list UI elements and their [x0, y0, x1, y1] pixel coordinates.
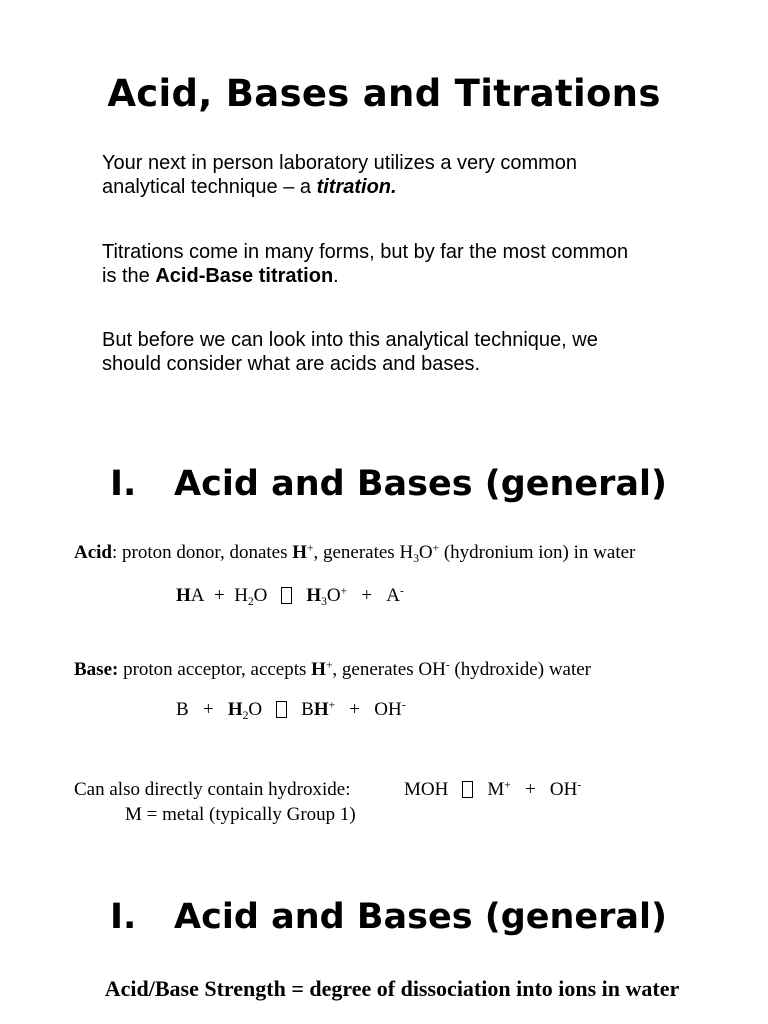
eq-plus: +: [214, 585, 225, 606]
eq-plus-2: +: [361, 585, 373, 606]
acid-sub3: 3: [413, 552, 419, 565]
intro-p2-line2-pre: is the: [102, 265, 156, 287]
intro-p1-line1: Your next in person laboratory utilizes a very common: [102, 152, 578, 174]
reaction-arrow-icon: [281, 587, 292, 604]
eq-water-o: O: [253, 585, 268, 606]
base-label: Base:: [74, 659, 119, 680]
eq-hydronium-o: O: [326, 585, 341, 606]
eq-moh-plus: +: [524, 779, 536, 800]
acid-h-plus: +: [307, 542, 314, 555]
base-definition: [74, 658, 591, 682]
base-text-2: , generates OH: [332, 659, 446, 680]
eq-metal: M: [487, 779, 505, 800]
eq-hydronium-h: H: [306, 585, 322, 606]
acid-text-2: , generates H: [313, 542, 414, 563]
eq-conj-acid-plus: +: [328, 699, 336, 712]
base-h-plus: +: [325, 659, 333, 672]
section-number: I.: [110, 464, 137, 504]
eq-moh: MOH: [404, 779, 449, 800]
acid-label: Acid: [74, 542, 112, 563]
acid-o: O: [418, 542, 433, 563]
intro-paragraph-3: [102, 328, 598, 376]
base-text-3: (hydroxide) water: [449, 659, 592, 680]
reaction-arrow-icon: [276, 701, 287, 718]
base-text-1: proton acceptor, accepts: [118, 659, 312, 680]
eq-a: A: [190, 585, 205, 606]
metal-note: M = metal (typically Group 1): [125, 804, 356, 825]
eq-hydroxide-minus: -: [401, 699, 406, 712]
eq-moh-hydroxide-minus: -: [577, 779, 582, 792]
acid-equation: [176, 584, 404, 608]
eq-base-plus: +: [202, 699, 214, 720]
eq-base-water-h: H: [227, 699, 243, 720]
intro-paragraph-2: [102, 240, 628, 288]
eq-conj-acid-b: B: [301, 699, 314, 720]
intro-paragraph-1: [102, 151, 577, 199]
acid-definition: [74, 541, 635, 565]
section-title: Acid and Bases (general): [174, 464, 668, 504]
eq-anion: A: [386, 585, 401, 606]
eq-base-b: B: [176, 699, 189, 720]
hydroxide-text: Can also directly contain hydroxide:: [74, 779, 351, 800]
eq-water-h: H: [234, 585, 248, 606]
section-title: Acid and Bases (general): [174, 897, 668, 937]
intro-p3-line1: But before we can look into this analytical technique, we: [102, 329, 598, 351]
eq-h: H: [176, 585, 191, 606]
intro-p1-line2-text: analytical technique – a: [102, 176, 317, 198]
reaction-arrow-icon: [462, 781, 473, 798]
section-number: I.: [110, 897, 137, 937]
eq-base-water-o: O: [248, 699, 263, 720]
eq-water-sub: 2: [247, 595, 254, 608]
eq-moh-hydroxide: OH: [549, 779, 578, 800]
titration-emphasis: titration.: [316, 176, 397, 198]
base-oh-minus: -: [445, 659, 450, 672]
page-title: Acid, Bases and Titrations: [107, 72, 661, 115]
eq-base-plus-2: +: [349, 699, 360, 720]
eq-hydroxide: OH: [374, 699, 402, 720]
acid-base-titration-strong: Acid-Base titration: [155, 265, 334, 287]
acid-h3o-plus: +: [432, 542, 440, 555]
base-equation: [176, 698, 406, 722]
acid-base-strength-definition: Acid/Base Strength = degree of dissociation into ions in water: [104, 976, 680, 1001]
acid-text-1: : proton donor, donates: [112, 542, 293, 563]
acid-text-3: (hydronium ion) in water: [439, 542, 636, 563]
intro-p1-line2: [102, 175, 577, 199]
eq-conj-acid-h: H: [313, 699, 329, 720]
intro-p3-line2: should consider what are acids and bases.: [102, 353, 481, 375]
eq-hydronium-sub: 3: [321, 595, 327, 608]
section-heading-1: [110, 464, 667, 504]
acid-h: H: [292, 542, 308, 563]
eq-base-water-sub: 2: [242, 709, 249, 722]
intro-p2-line1: Titrations come in many forms, but by far the most common: [102, 241, 629, 263]
base-h: H: [311, 659, 326, 680]
eq-anion-minus: -: [400, 585, 404, 598]
hydroxide-equation: [404, 778, 581, 802]
eq-hydronium-plus: +: [340, 585, 348, 598]
eq-metal-plus: +: [504, 779, 511, 792]
hydroxide-line: [74, 778, 350, 802]
intro-p2-line2: [102, 264, 628, 288]
section-heading-2: [110, 897, 667, 937]
intro-p2-line2-post: .: [333, 265, 339, 287]
